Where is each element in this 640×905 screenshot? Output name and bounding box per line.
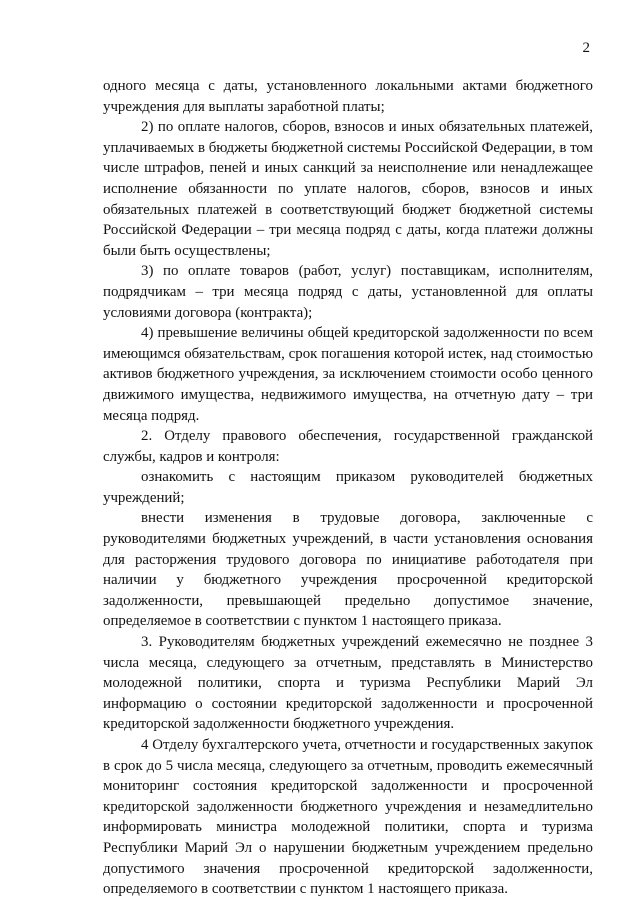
paragraph-item-4: 4) превышение величины общей кредиторской задолженности по всем имеющимся обязательствам, срок погашения которой истек, над стоимостью активов бюджетного учреждения, за исключением стоимости особо ценного движимого имущества, недвижимого имущества, на отчетную дату – три месяца подряд. <box>103 325 593 424</box>
page-number: 2 <box>582 40 590 56</box>
paragraph-section-2-task-2: внести изменения в трудовые договора, заключенные с руководителями бюджетных учреждений, в части установления основания для расторжения трудового договора по инициативе работодателя при наличии у бюджетного учреждения просроченной кредиторской задолженности, превышающей предельно допустимое значение, определяемое в соответствии с пунктом 1 настоящего приказа. <box>103 510 593 630</box>
paragraph-section-2: 2. Отделу правового обеспечения, государственной гражданской службы, кадров и контроля: <box>103 428 593 465</box>
paragraph-section-3: 3. Руководителям бюджетных учреждений ежемесячно не позднее 3 числа месяца, следующего за отчетным, представлять в Министерство молодежной политики, спорта и туризма Республики Марий Эл информацию о состоянии кредиторской задолженности и просроченной кредиторской задолженности бюджетного учреждения. <box>103 634 593 733</box>
paragraph-item-2: 2) по оплате налогов, сборов, взносов и иных обязательных платежей, уплачиваемых в бюджеты бюджетной системы Российской Федерации, в том числе штрафов, пеней и иных санкций за неисполнение или ненадлежащее исполнение обязанности по уплате налогов, сборов, взносов и иных обязательных платежей в соответствующий бюджет бюджетной системы Российской Федерации – три месяца подряд с даты, когда платежи должны были быть осуществлены; <box>103 119 593 259</box>
paragraph-item-3: 3) по оплате товаров (работ, услуг) поставщикам, исполнителям, подрядчикам – три месяца подряд с даты, установленной для оплаты условиями договора (контракта); <box>103 263 593 321</box>
paragraph-section-2-task-1: ознакомить с настоящим приказом руководителей бюджетных учреждений; <box>103 469 593 506</box>
document-body <box>103 76 593 900</box>
paragraph-continuation: одного месяца с даты, установленного локальными актами бюджетного учреждения для выплаты заработной платы; <box>103 78 593 115</box>
paragraph-section-4: 4 Отделу бухгалтерского учета, отчетности и государственных закупок в срок до 5 числа месяца, следующего за отчетным, проводить ежемесячный мониторинг состояния кредиторской задолженности и просроченной кредиторской задолженности бюджетного учреждения и незамедлительно информировать министра молодежной политики, спорта и туризма Республики Марий Эл о нарушении бюджетным учреждением предельно допустимого значения просроченной кредиторской задолженности, определяемого в соответствии с пунктом 1 настоящего приказа. <box>103 737 593 898</box>
